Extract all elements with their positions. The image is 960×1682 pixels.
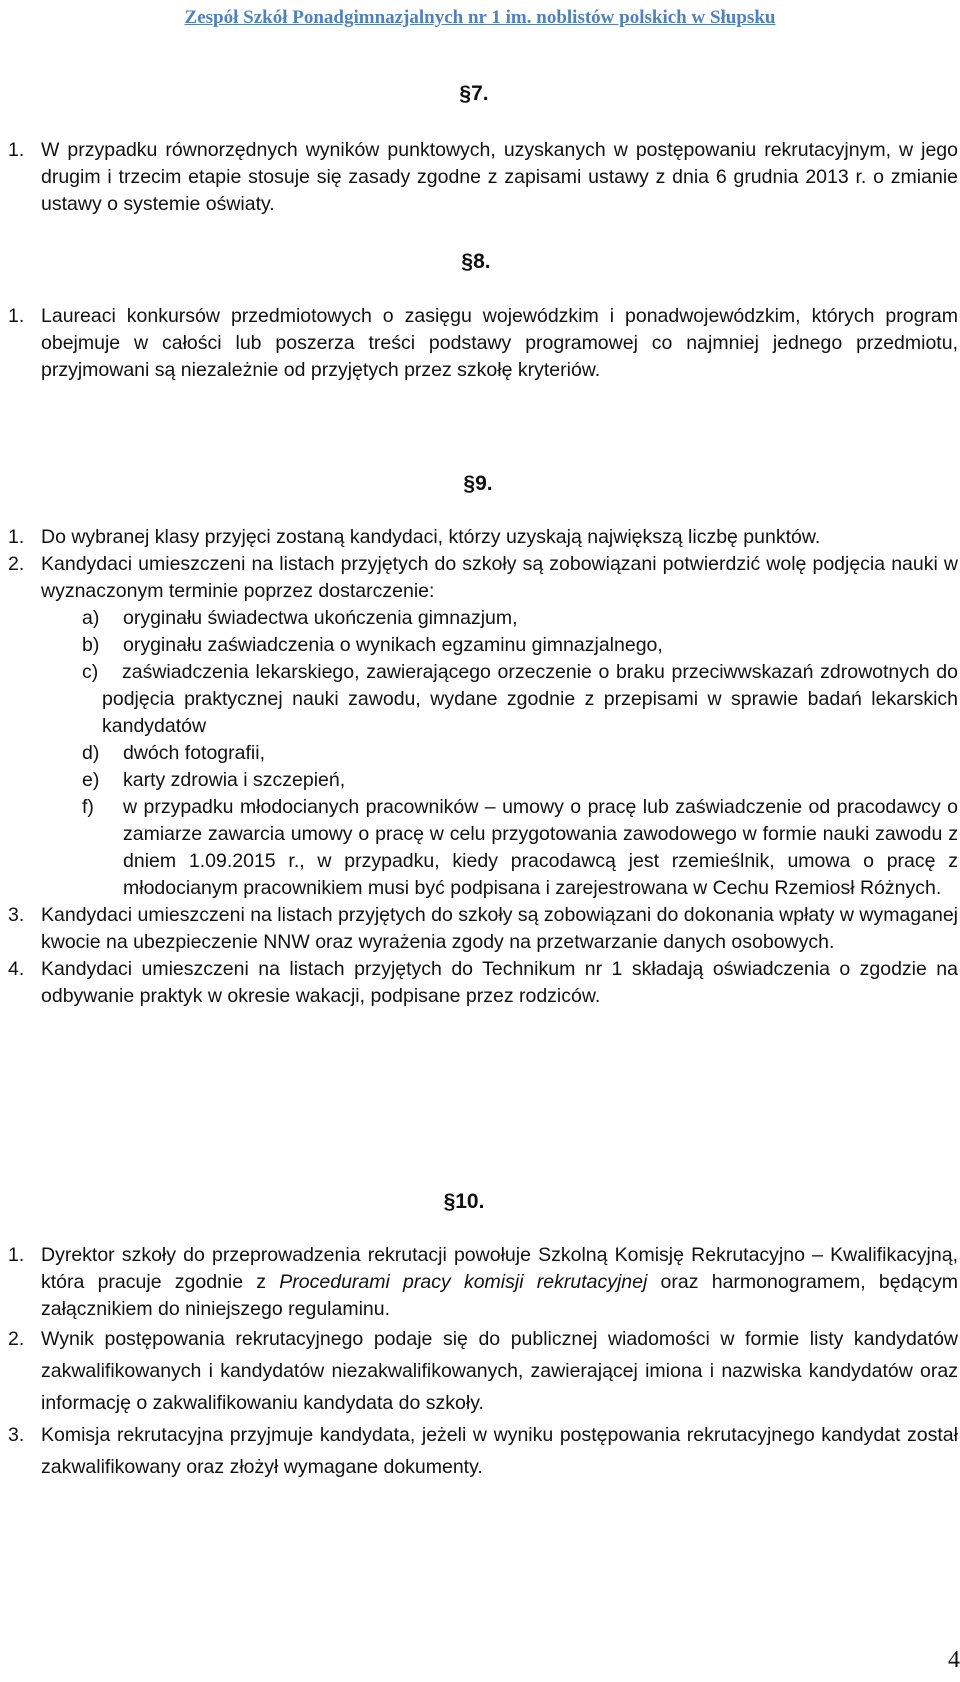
list-text: karty zdrowia i szczepień,: [123, 769, 346, 791]
list-letter: f): [82, 796, 94, 818]
section-title-10: §10.: [443, 1190, 485, 1213]
section-title-9: §9.: [463, 472, 493, 495]
list-item-c: [8, 659, 958, 740]
item-number: 4.: [8, 958, 25, 980]
section-title-8: §8.: [461, 250, 491, 273]
paragraph-9-3: [8, 902, 958, 956]
list-letter: c): [82, 661, 99, 683]
paragraph-9-2: [8, 551, 958, 605]
list-letter: e): [82, 769, 100, 791]
paragraph-10-1: [8, 1242, 958, 1323]
page-number: 4: [948, 1647, 960, 1673]
paragraph-text: oraz harmonogramem, będącym załącznikiem do niniejszego regulaminu.: [41, 1271, 958, 1320]
item-number: 1.: [8, 139, 25, 161]
list-text: oryginału świadectwa ukończenia gimnazjum,: [123, 607, 518, 629]
list-letter: a): [82, 607, 100, 629]
list-text: dwóch fotografii,: [123, 742, 265, 764]
paragraph-text: Do wybranej klasy przyjęci zostaną kandydaci, którzy uzyskają największą liczbę punktów.: [41, 526, 821, 548]
paragraph-text: Kandydaci umieszczeni na listach przyjętych do Technikum nr 1 składają oświadczenia o zgodzie na odbywanie praktyk w okresie wakacji, podpisane przez rodziców.: [41, 958, 958, 1007]
item-number: 1.: [8, 1244, 25, 1266]
section-10-body: [8, 1242, 958, 1483]
page-header: Zespół Szkół Ponadgimnazjalnych nr 1 im. noblistów polskich w Słupsku: [184, 7, 776, 28]
list-letter: b): [82, 634, 100, 656]
paragraph-7-1: [8, 137, 958, 218]
item-number: 1.: [8, 305, 25, 327]
paragraph-text: Kandydaci umieszczeni na listach przyjętych do szkoły są zobowiązani potwierdzić wolę podjęcia nauki w wyznaczonym terminie poprzez dostarczenie:: [41, 553, 958, 602]
procedures-reference: Procedurami pracy komisji rekrutacyjnej: [279, 1271, 648, 1293]
item-number: 2.: [8, 553, 25, 575]
list-item-e: [8, 767, 958, 794]
section-9-body: [8, 524, 958, 1010]
paragraph-8-1: [8, 303, 958, 384]
paragraph-text: Wynik postępowania rekrutacyjnego podaje się do publicznej wiadomości w formie listy kandydatów zakwalifikowanych i kandydatów niezakwalifikowanych, zawierającej imiona i nazwiska kandydatów oraz informację o zakwalifikowaniu kandydata do szkoły.: [41, 1328, 958, 1414]
item-number: 2.: [8, 1328, 25, 1350]
paragraph-9-1: [8, 524, 958, 551]
paragraph-text: Laureaci konkursów przedmiotowych o zasięgu wojewódzkim i ponadwojewódzkim, których program obejmuje w całości lub poszerza treści podstawy programowej co najmniej jednego przedmiotu, przyjmowani są niezależnie od przyjętych przez szkołę kryteriów.: [41, 305, 958, 381]
item-number: 3.: [8, 1424, 25, 1446]
section-7-body: [8, 137, 958, 218]
paragraph-text: Kandydaci umieszczeni na listach przyjętych do szkoły są zobowiązani do dokonania wpłaty w wymaganej kwocie na ubezpieczenie NNW oraz wyrażenia zgody na przetwarzanie danych osobowych.: [41, 904, 958, 953]
paragraph-text: Dyrektor szkoły do przeprowadzenia rekrutacji powołuje Szkolną Komisję Rekrutacyjno – Kwalifikacyjną, która pracuje zgodnie z: [41, 1244, 958, 1293]
list-item-f: [8, 794, 958, 902]
item-number: 1.: [8, 526, 25, 548]
list-text: w przypadku młodocianych pracowników – umowy o pracę lub zaświadczenie od pracodawcy o zamiarze zawarcia umowy o pracę w celu przygotowania zawodowego w formie nauki zawodu z dniem 1.09.2015 r., w przypadku, kiedy pracodawcą jest rzemieślnik, umowa o pracę z młodocianym pracownikiem musi być podpisana i zarejestrowana w Cechu Rzemiosł Różnych.: [123, 796, 958, 899]
list-letter: d): [82, 742, 100, 764]
list-item-b: [8, 632, 958, 659]
list-text: zaświadczenia lekarskiego, zawierającego orzeczenie o braku przeciwwskazań zdrowotnych do podjęcia praktycznej nauki zawodu, wydane zgodnie z przepisami w sprawie badań lekarskich kandydatów: [102, 661, 958, 737]
list-text: oryginału zaświadczenia o wynikach egzaminu gimnazjalnego,: [123, 634, 663, 656]
section-title-7: §7.: [459, 82, 489, 105]
paragraph-10-2: [8, 1323, 958, 1419]
list-item-a: [8, 605, 958, 632]
paragraph-9-4: [8, 956, 958, 1010]
section-8-body: [8, 303, 958, 384]
list-item-d: [8, 740, 958, 767]
paragraph-text: W przypadku równorzędnych wyników punktowych, uzyskanych w postępowaniu rekrutacyjnym, w jego drugim i trzecim etapie stosuje się zasady zgodne z zapisami ustawy z dnia 6 grudnia 2013 r. o zmianie ustawy o systemie oświaty.: [41, 139, 958, 215]
paragraph-10-3: [8, 1419, 958, 1483]
paragraph-text: Komisja rekrutacyjna przyjmuje kandydata, jeżeli w wyniku postępowania rekrutacyjnego kandydat został zakwalifikowany oraz złożył wymagane dokumenty.: [41, 1424, 958, 1478]
item-number: 3.: [8, 904, 25, 926]
